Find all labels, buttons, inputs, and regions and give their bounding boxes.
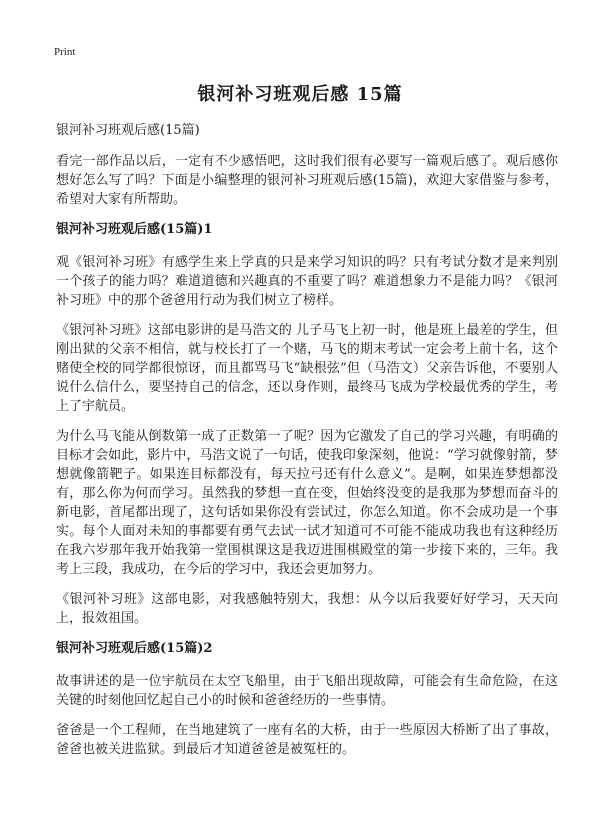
section-1-paragraph-4: 《银河补习班》这部电影，对我感触特别大，我想：从今以后我要好好学习，天天向上，报效祖国。 [56,592,558,626]
article-body [56,121,558,770]
section-2-paragraph-1: 故事讲述的是一位宇航员在太空飞船里，由于飞船出现故障，可能会有生命危险，在这关键的时刻他回忆起自己小的时候和爸爸经历的一些事情。 [56,674,558,708]
section-1-paragraph-3: 为什么马飞能从倒数第一成了正数第一了呢？因为它激发了自己的学习兴趣，有明确的目标才会如此，影片中，马浩文说了一句话，使我印象深刻，他说：“学习就像射箭，梦想就像箭靶子。如果连目标都没有，每天拉弓还有什么意义”。是啊，如果连梦想都没有，那么你为何而学习。虽然我的梦想一直在变，但始终没变的是我那为梦想而奋斗的新电影，首尾都出现了，这句话如果你没有尝试过，你怎么知道。你不会成功是一个事实。每个人面对未知的事都要有勇气去试一试才知道可不可能不能成功我也有这种经历在我六岁那年我开始我第一堂围棋课这是我迈进围棋殿堂的第一步接下来的，三年。我考上三段，我成功，在今后的学习中，我还会更加努力。 [56,429,558,577]
page-title: 银河补习班观后感 15篇 [197,84,403,105]
article-subtitle: 银河补习班观后感(15篇) [56,123,200,138]
section-1-paragraph-1: 观《银河补习班》有感学生来上学真的只是来学习知识的吗？只有考试分数才是来判别一个孩子的能力吗？难道道德和兴趣真的不重要了吗？难道想象力不是能力吗？《银河补习班》中的那个爸爸用行动为我们树立了榜样。 [56,255,558,308]
section-2-heading: 银河补习班观后感(15篇)2 [56,641,213,656]
section-2-paragraph-2: 爸爸是一个工程师，在当地建筑了一座有名的大桥，由于一些原因大桥断了出了事故，爸爸也被关进监狱。到最后才知道爸爸是被冤枉的。 [56,723,558,757]
section-1-heading: 银河补习班观后感(15篇)1 [56,222,213,237]
intro-paragraph: 看完一部作品以后，一定有不少感悟吧，这时我们很有必要写一篇观后感了。观后感你想好怎么写了吗？下面是小编整理的银河补习班观后感(15篇)，欢迎大家借鉴与参考，希望对大家有所帮助。 [56,154,558,207]
section-1-paragraph-2: 《银河补习班》这部电影讲的是马浩文的 儿子马飞上初一时，他是班上最差的学生，但刚出狱的父亲不相信，就与校长打了一个赌，马飞的期末考试一定会考上前十名，这个赌使全校的同学都很惊讶，而且都骂马飞“缺根弦”但（马浩文）父亲告诉他，不要别人说什么信什么，要坚持自己的信念，还以身作则，最终马飞成为学校最优秀的学生，考上了宇航员。 [56,323,558,414]
print-link[interactable]: Print [54,46,76,58]
